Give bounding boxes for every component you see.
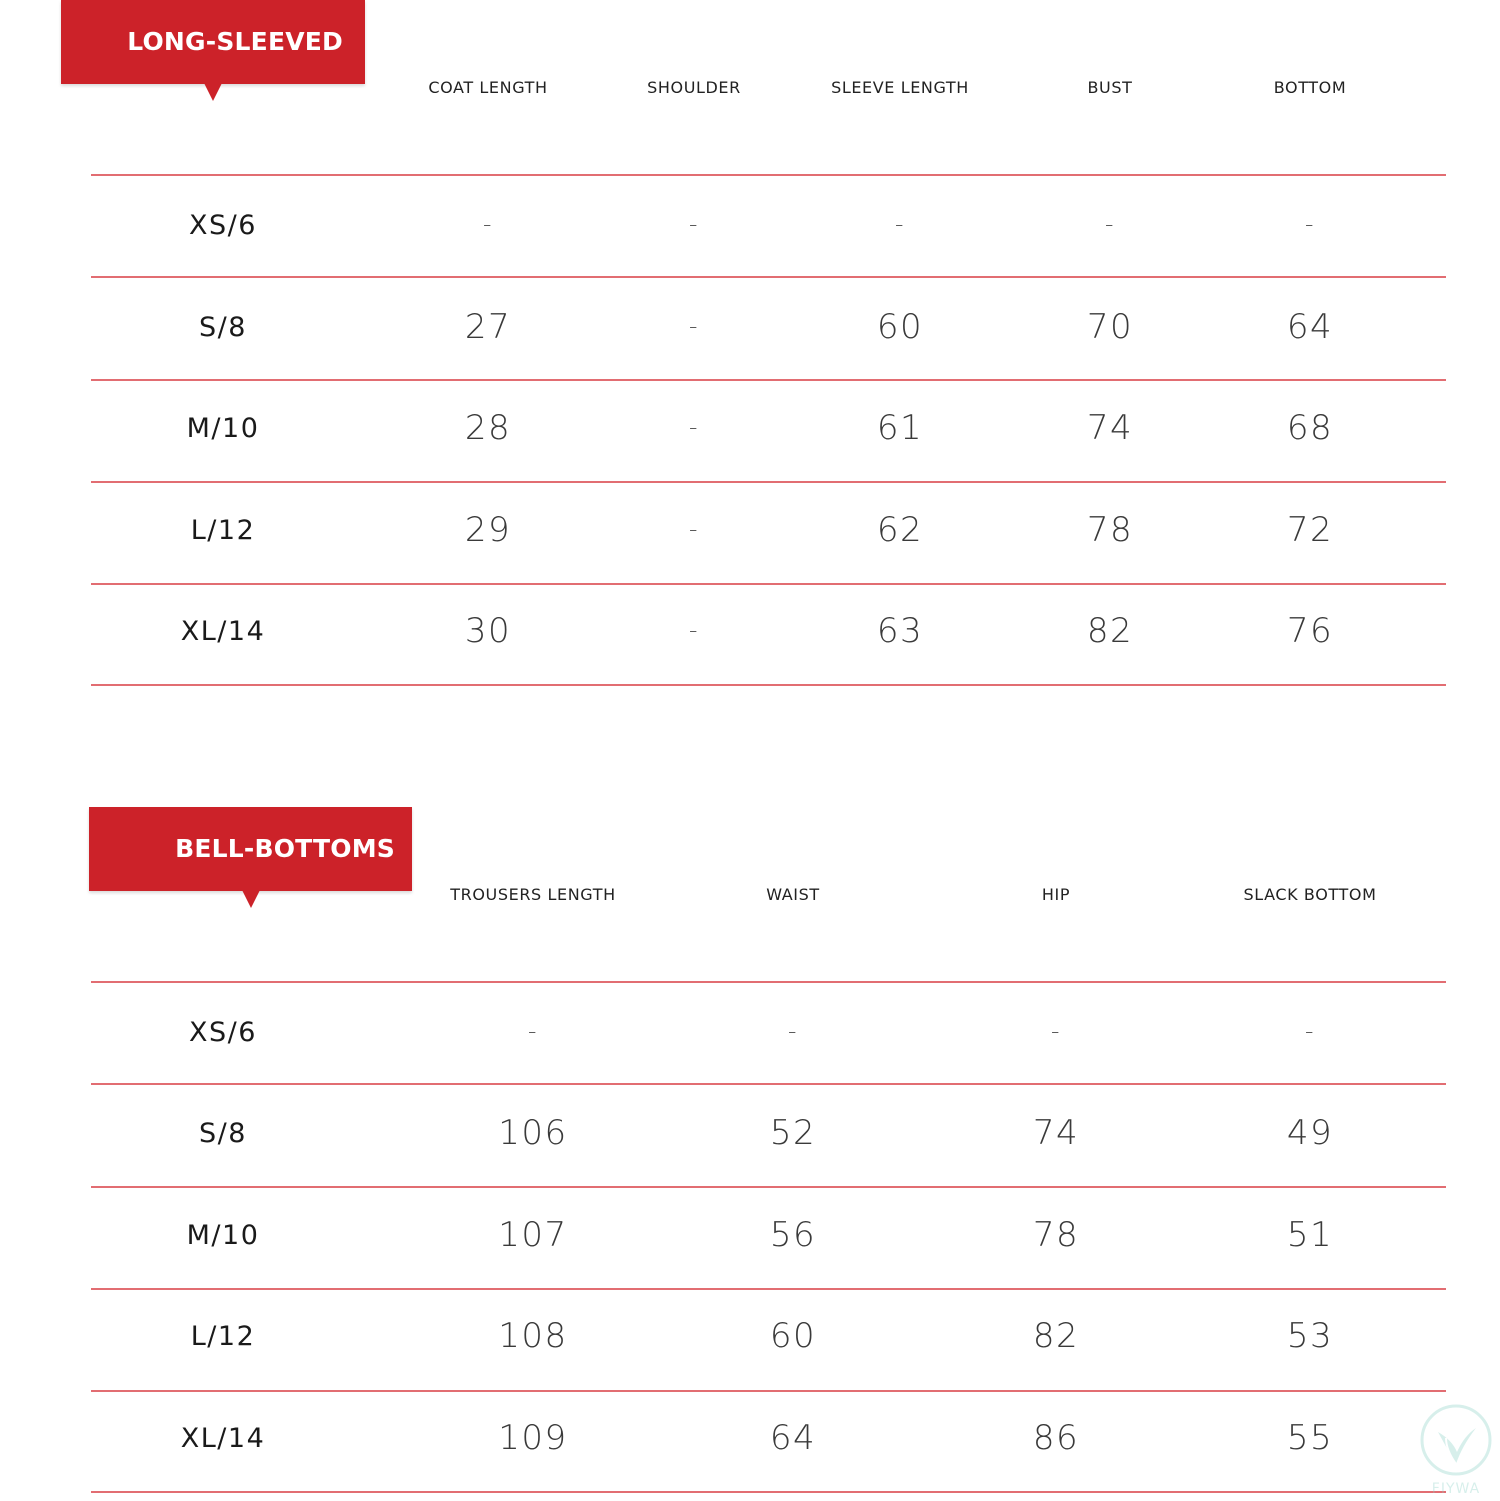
table-cell: 76 bbox=[1286, 611, 1334, 651]
row-divider bbox=[91, 1288, 1446, 1290]
column-header: TROUSERS LENGTH bbox=[450, 885, 616, 904]
size-label: S/8 bbox=[199, 1118, 247, 1149]
row-divider bbox=[91, 981, 1446, 983]
table-cell: - bbox=[688, 515, 700, 543]
tag-pointer bbox=[242, 890, 260, 908]
size-label: L/12 bbox=[190, 515, 256, 546]
table-cell: 70 bbox=[1086, 307, 1134, 347]
column-header: HIP bbox=[1041, 885, 1071, 904]
size-label: XL/14 bbox=[180, 1423, 266, 1454]
tag-pointer bbox=[204, 83, 222, 101]
table-cell: 55 bbox=[1286, 1418, 1334, 1458]
table-cell: 74 bbox=[1086, 408, 1134, 448]
table-cell: 78 bbox=[1032, 1215, 1080, 1255]
table-cell: - bbox=[1304, 1017, 1316, 1045]
table-cell: 56 bbox=[769, 1215, 817, 1255]
watermark-logo bbox=[1416, 1402, 1496, 1497]
table-cell: 78 bbox=[1086, 510, 1134, 550]
table-cell: - bbox=[688, 312, 700, 340]
table-cell: 64 bbox=[1286, 307, 1334, 347]
table-cell: 68 bbox=[1286, 408, 1334, 448]
bell-bottoms-tag bbox=[89, 807, 412, 891]
size-label: XS/6 bbox=[189, 210, 257, 241]
table-cell: 106 bbox=[498, 1113, 568, 1153]
column-header: SLEEVE LENGTH bbox=[831, 78, 969, 97]
table-cell: 82 bbox=[1086, 611, 1134, 651]
table-cell: 63 bbox=[876, 611, 924, 651]
row-divider bbox=[91, 276, 1446, 278]
table-cell: 108 bbox=[498, 1316, 568, 1356]
watermark-text: FIYWA bbox=[1431, 1481, 1481, 1497]
table-cell: 64 bbox=[769, 1418, 817, 1458]
size-label: L/12 bbox=[190, 1321, 256, 1352]
size-label: M/10 bbox=[186, 413, 260, 444]
size-label: S/8 bbox=[199, 312, 247, 343]
size-label: M/10 bbox=[186, 1220, 260, 1251]
row-divider bbox=[91, 174, 1446, 176]
size-label: XL/14 bbox=[180, 616, 266, 647]
table-cell: - bbox=[1050, 1017, 1062, 1045]
table-cell: - bbox=[1304, 210, 1316, 238]
column-header: COAT LENGTH bbox=[428, 78, 548, 97]
table-cell: 107 bbox=[498, 1215, 568, 1255]
column-header: SHOULDER bbox=[647, 78, 741, 97]
table-cell: - bbox=[482, 210, 494, 238]
table-cell: - bbox=[688, 413, 700, 441]
bell-bottoms-table bbox=[0, 806, 1500, 1500]
column-header: WAIST bbox=[766, 885, 820, 904]
table-cell: - bbox=[527, 1017, 539, 1045]
bell-bottoms-title: BELL-BOTTOMS bbox=[175, 834, 395, 863]
table-cell: 28 bbox=[464, 408, 512, 448]
size-label: XS/6 bbox=[189, 1017, 257, 1048]
row-divider bbox=[91, 481, 1446, 483]
table-cell: 51 bbox=[1286, 1215, 1334, 1255]
table-cell: 49 bbox=[1286, 1113, 1334, 1153]
table-cell: 29 bbox=[464, 510, 512, 550]
table-cell: - bbox=[688, 616, 700, 644]
long-sleeved-tag bbox=[61, 0, 365, 84]
row-divider bbox=[91, 1083, 1446, 1085]
row-divider bbox=[91, 1390, 1446, 1392]
row-divider bbox=[91, 684, 1446, 686]
table-cell: - bbox=[1104, 210, 1116, 238]
row-divider bbox=[91, 379, 1446, 381]
long-sleeved-title: LONG-SLEEVED bbox=[127, 27, 343, 56]
column-header: SLACK BOTTOM bbox=[1243, 885, 1377, 904]
table-cell: 109 bbox=[498, 1418, 568, 1458]
table-cell: - bbox=[787, 1017, 799, 1045]
column-header: BOTTOM bbox=[1273, 78, 1347, 97]
table-cell: 60 bbox=[769, 1316, 817, 1356]
table-cell: 72 bbox=[1286, 510, 1334, 550]
row-divider bbox=[91, 1491, 1446, 1493]
table-cell: 30 bbox=[464, 611, 512, 651]
table-cell: 74 bbox=[1032, 1113, 1080, 1153]
table-cell: 52 bbox=[769, 1113, 817, 1153]
table-cell: 27 bbox=[464, 307, 512, 347]
table-cell: 86 bbox=[1032, 1418, 1080, 1458]
leaf-logo-icon bbox=[1416, 1402, 1496, 1497]
table-cell: 53 bbox=[1286, 1316, 1334, 1356]
table-cell: 62 bbox=[876, 510, 924, 550]
row-divider bbox=[91, 583, 1446, 585]
table-cell: 60 bbox=[876, 307, 924, 347]
table-cell: - bbox=[894, 210, 906, 238]
table-cell: 82 bbox=[1032, 1316, 1080, 1356]
table-cell: - bbox=[688, 210, 700, 238]
long-sleeved-table bbox=[0, 0, 1500, 700]
table-cell: 61 bbox=[876, 408, 924, 448]
row-divider bbox=[91, 1186, 1446, 1188]
column-header: BUST bbox=[1087, 78, 1133, 97]
